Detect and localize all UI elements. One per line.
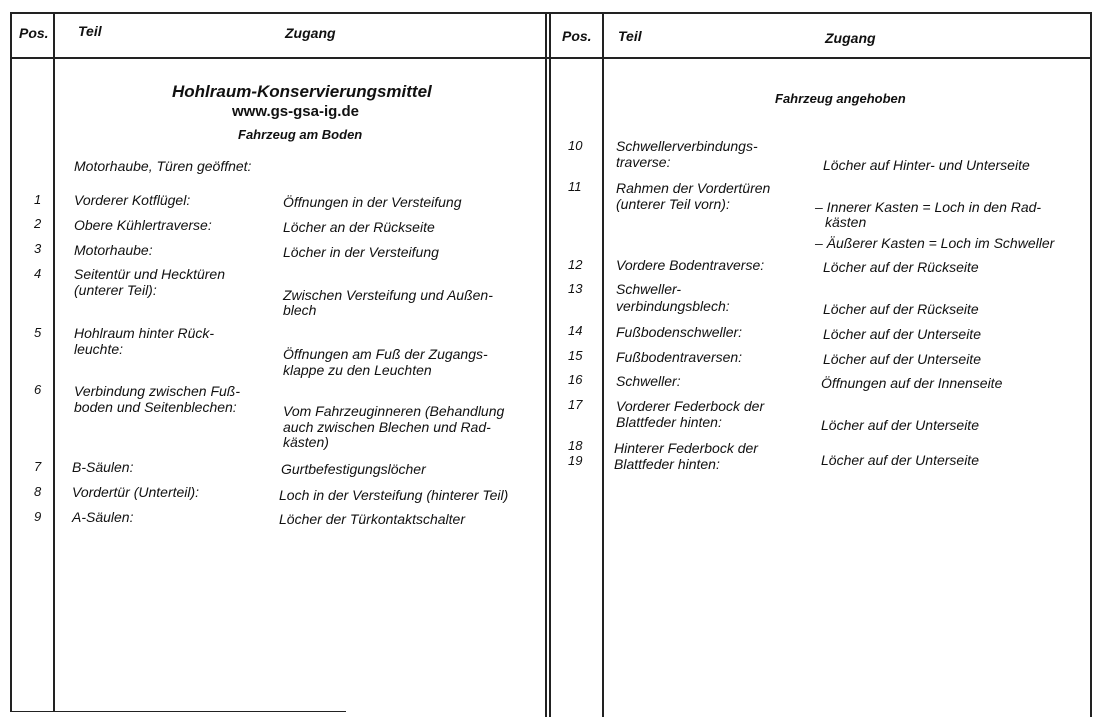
row-teil: Vordere Bodentraverse: <box>616 257 765 273</box>
row-zugang: kästen <box>825 214 867 230</box>
row-zugang: Zwischen Versteifung und Außen- <box>283 287 493 303</box>
row-zugang: auch zwischen Blechen und Rad- <box>283 419 491 435</box>
center-divider-right <box>549 12 551 717</box>
row-teil: Schweller- <box>616 281 682 297</box>
row-pos: 9 <box>34 509 42 524</box>
row-zugang: Löcher auf der Rückseite <box>823 259 979 275</box>
left-intro-text: Motorhaube, Türen geöffnet: <box>74 158 252 174</box>
row-teil: Rahmen der Vordertüren <box>616 180 771 196</box>
row-teil: Verbindung zwischen Fuß- <box>74 383 241 399</box>
header-bottom-border <box>10 57 1092 59</box>
right-header-teil: Teil <box>618 28 642 44</box>
row-teil: Fußbodenschweller: <box>616 324 743 340</box>
row-pos: 17 <box>568 397 583 412</box>
row-pos: 2 <box>34 216 42 231</box>
row-pos: 8 <box>34 484 42 499</box>
left-header-zugang: Zugang <box>285 25 336 41</box>
row-teil: Seitentür und Hecktüren <box>74 266 225 282</box>
row-teil: Motorhaube: <box>74 242 153 258</box>
row-pos: 15 <box>568 348 583 363</box>
left-header-pos: Pos. <box>19 25 49 41</box>
left-section-subtitle: Fahrzeug am Boden <box>238 127 363 142</box>
left-section-title: Hohlraum-Konservierungsmittel <box>172 82 432 101</box>
row-teil: Hohlraum hinter Rück- <box>74 325 215 341</box>
center-divider-left <box>545 12 547 717</box>
right-section-subtitle: Fahrzeug angehoben <box>775 91 906 106</box>
row-zugang: Öffnungen auf der Innenseite <box>821 375 1003 391</box>
row-teil: traverse: <box>616 154 671 170</box>
row-zugang: Öffnungen in der Versteifung <box>283 194 462 210</box>
row-zugang: – Äußerer Kasten = Loch im Schweller <box>815 235 1055 251</box>
row-pos: 4 <box>34 266 42 281</box>
row-pos: 12 <box>568 257 583 272</box>
row-pos: 10 <box>568 138 583 153</box>
row-teil: Schweller: <box>616 373 681 389</box>
row-zugang: Löcher auf der Unterseite <box>823 326 981 342</box>
row-teil: (unterer Teil): <box>74 282 157 298</box>
row-teil: Hinterer Federbock der <box>614 440 758 456</box>
left-outer-border <box>10 12 12 712</box>
row-zugang: Löcher in der Versteifung <box>283 244 439 260</box>
row-zugang: Löcher auf der Rückseite <box>823 301 979 317</box>
row-teil: B-Säulen: <box>72 459 134 475</box>
row-pos: 3 <box>34 241 42 256</box>
table-bottom-border-left <box>10 711 346 712</box>
row-zugang: Öffnungen am Fuß der Zugangs- <box>283 346 488 362</box>
row-teil: leuchte: <box>74 341 124 357</box>
row-teil: Blattfeder hinten: <box>616 414 722 430</box>
row-teil: A-Säulen: <box>72 509 134 525</box>
row-teil: Fußbodentraversen: <box>616 349 743 365</box>
row-pos: 13 <box>568 281 583 296</box>
row-pos: 16 <box>568 372 583 387</box>
row-teil: verbindungsblech: <box>616 298 730 314</box>
right-header-zugang: Zugang <box>825 30 876 46</box>
row-teil: Blattfeder hinten: <box>614 456 720 472</box>
row-pos: 7 <box>34 459 42 474</box>
row-teil: Vordertür (Unterteil): <box>72 484 200 500</box>
row-pos: 1 <box>34 192 42 207</box>
row-teil: Vorderer Federbock der <box>616 398 765 414</box>
row-pos: 14 <box>568 323 583 338</box>
row-pos: 11 <box>568 179 582 194</box>
row-zugang: blech <box>283 302 317 318</box>
row-zugang: Gurtbefestigungslöcher <box>281 461 426 477</box>
row-teil: boden und Seitenblechen: <box>74 399 237 415</box>
right-outer-border <box>1090 12 1092 717</box>
left-pos-divider <box>53 12 55 712</box>
row-teil: Obere Kühlertraverse: <box>74 217 212 233</box>
row-zugang: – Innerer Kasten = Loch in den Rad- <box>815 199 1042 215</box>
row-pos: 18 <box>568 438 583 453</box>
row-pos: 5 <box>34 325 42 340</box>
row-teil: Schwellerverbindungs- <box>616 138 758 154</box>
row-zugang: klappe zu den Leuchten <box>283 362 432 378</box>
right-pos-divider <box>602 12 604 717</box>
row-zugang: Löcher der Türkontaktschalter <box>279 511 465 527</box>
left-header-teil: Teil <box>78 23 102 39</box>
row-teil: (unterer Teil vorn): <box>616 196 730 212</box>
row-teil: Vorderer Kotflügel: <box>74 192 191 208</box>
left-section-url: www.gs-gsa-ig.de <box>232 103 359 120</box>
row-zugang: Löcher auf der Unterseite <box>821 417 979 433</box>
row-zugang: Löcher auf der Unterseite <box>823 351 981 367</box>
row-zugang: Loch in der Versteifung (hinterer Teil) <box>279 487 509 503</box>
row-zugang: Löcher auf Hinter- und Unterseite <box>823 157 1030 173</box>
row-zugang: kästen) <box>283 434 329 450</box>
row-pos: 19 <box>568 453 583 468</box>
table-top-border <box>10 12 1092 14</box>
right-header-pos: Pos. <box>562 28 592 44</box>
row-zugang: Löcher auf der Unterseite <box>821 452 979 468</box>
row-zugang: Vom Fahrzeuginneren (Behandlung <box>283 403 505 419</box>
row-zugang: Löcher an der Rückseite <box>283 219 435 235</box>
row-pos: 6 <box>34 382 42 397</box>
